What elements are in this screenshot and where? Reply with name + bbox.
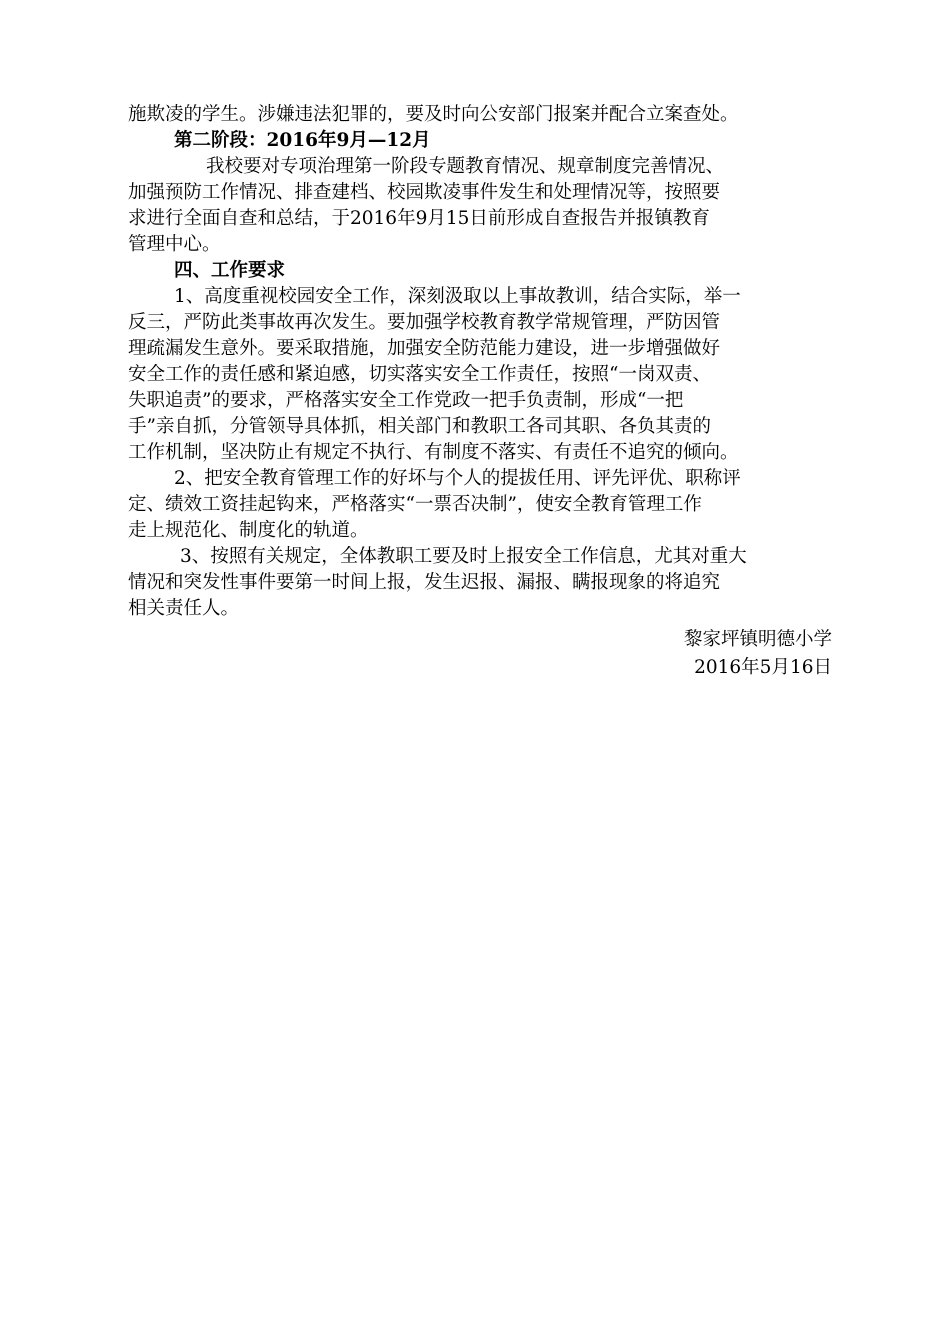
text-line: 定、绩效工资挂起钩来，严格落实“一票否决制”，使安全教育管理工作	[128, 494, 702, 515]
section-heading-stage-two: 第二阶段：2016年9月—12月	[174, 130, 431, 151]
text-line: 加强预防工作情况、排查建档、校园欺凌事件发生和处理情况等，按照要	[128, 182, 721, 203]
text-line: 反三，严防此类事故再次发生。要加强学校教育教学常规管理，严防因管	[128, 312, 721, 333]
text-line: 理疏漏发生意外。要采取措施，加强安全防范能力建设，进一步增强做好	[128, 338, 721, 359]
signature-organization: 黎家坪镇明德小学	[683, 629, 832, 650]
text-line: 失职追责”的要求，严格落实安全工作党政一把手负责制，形成“一把	[128, 390, 684, 411]
text-line: 安全工作的责任感和紧迫感，切实落实安全工作责任，按照“一岗双责、	[128, 364, 711, 385]
text-line: 手”亲自抓，分管领导具体抓，相关部门和教职工各司其职、各负其责的	[128, 416, 711, 437]
signature-block	[684, 626, 832, 682]
text-line: 管理中心。	[128, 234, 221, 255]
section-heading-work-requirements: 四、工作要求	[174, 260, 286, 281]
text-line: 相关责任人。	[128, 598, 240, 619]
text-line: 走上规范化、制度化的轨道。	[128, 520, 369, 541]
text-line: 施欺凌的学生。涉嫌违法犯罪的，要及时向公安部门报案并配合立案查处。	[128, 104, 739, 125]
text-line: 工作机制，坚决防止有规定不执行、有制度不落实、有责任不追究的倾向。	[128, 442, 739, 463]
text-line: 2、把安全教育管理工作的好坏与个人的提拔任用、评先评优、职称评	[174, 468, 741, 489]
text-line: 1、高度重视校园安全工作，深刻汲取以上事故教训，结合实际，举一	[174, 286, 741, 307]
document-body	[128, 102, 840, 622]
signature-date: 2016年5月16日	[694, 657, 832, 678]
text-line: 求进行全面自查和总结，于2016年9月15日前形成自查报告并报镇教育	[128, 208, 710, 229]
text-line: 3、按照有关规定，全体教职工要及时上报安全工作信息，尤其对重大	[180, 546, 747, 567]
text-line: 情况和突发性事件要第一时间上报，发生迟报、漏报、瞒报现象的将追究	[128, 572, 721, 593]
text-line: 我校要对专项治理第一阶段专题教育情况、规章制度完善情况、	[206, 156, 725, 177]
